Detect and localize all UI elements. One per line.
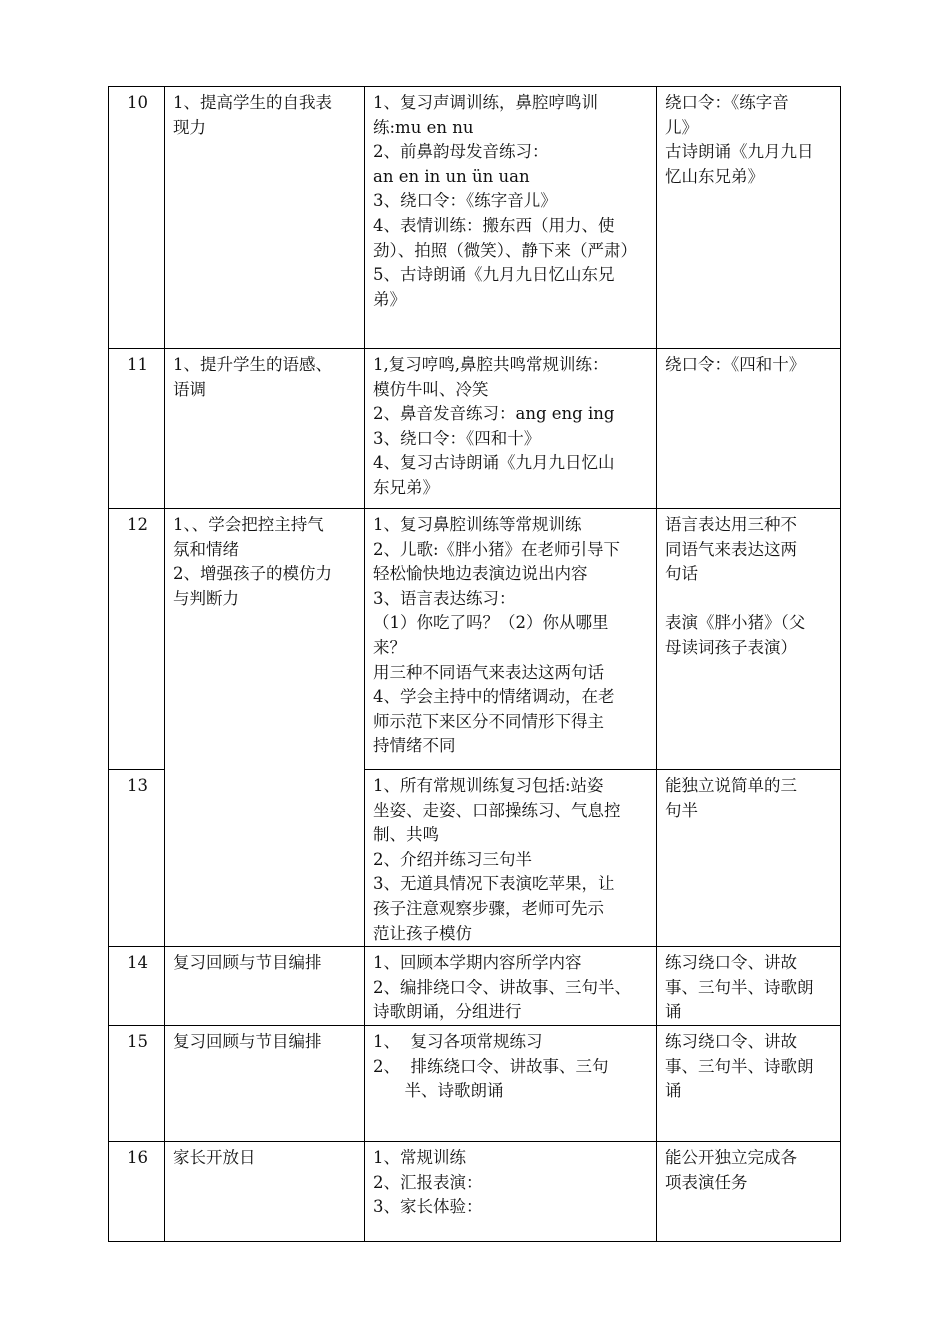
text-line: 语调 (173, 379, 206, 399)
text-line: 母读词孩子表演） (665, 637, 797, 657)
content-cell (365, 349, 657, 509)
text-line: 语言表达用三种不 (665, 515, 797, 534)
text-line: 绕口令：《四和十》 (665, 355, 806, 374)
text-line: 东兄弟》 (373, 477, 439, 497)
text-line: 复习回顾与节目编排 (173, 953, 322, 973)
text-line: 练:mu en nu (373, 117, 474, 137)
week-number: 14 (109, 947, 165, 1026)
text-line: 3、绕口令：《练字音儿》 (373, 191, 557, 211)
table-row (109, 1025, 841, 1141)
text-line: 弟》 (373, 289, 406, 309)
content-cell (365, 509, 657, 770)
text-line: 1、 复习各项常规练习 (373, 1031, 543, 1051)
lesson-plan-table (108, 86, 841, 1242)
text-line: 2、增强孩子的模仿力 (173, 564, 332, 584)
text-line: 练习绕口令、讲故 (665, 1031, 797, 1051)
text-line: 1、提高学生的自我表 (173, 93, 332, 112)
goal-cell (165, 87, 365, 349)
text-line: 3、语言表达练习： (373, 588, 516, 608)
homework-cell (657, 349, 841, 509)
content-cell (365, 947, 657, 1026)
week-number: 11 (109, 349, 165, 509)
goal-cell (165, 1141, 365, 1241)
goal-cell (165, 509, 365, 947)
text-line: 家长开放日 (173, 1147, 256, 1167)
text-line: 儿》 (665, 117, 698, 137)
week-number: 16 (109, 1141, 165, 1241)
text-line: 2、鼻音发音练习：ang eng ing (373, 404, 615, 424)
text-line: 2、儿歌:《胖小猪》在老师引导下 (373, 539, 621, 559)
text-line: 诵 (665, 1002, 682, 1022)
goal-cell (165, 947, 365, 1026)
week-number: 10 (109, 87, 165, 349)
text-line: 氛和情绪 (173, 539, 239, 559)
text-line: 句半 (665, 800, 698, 820)
goal-cell (165, 349, 365, 509)
text-line: 练习绕口令、讲故 (665, 953, 797, 973)
content-cell (365, 770, 657, 947)
text-line: 1、所有常规训练复习包括:站姿 (373, 776, 604, 795)
text-line: 持情绪不同 (373, 736, 456, 756)
homework-cell (657, 947, 841, 1026)
goal-cell (165, 1025, 365, 1141)
text-line: 来？ (373, 637, 406, 657)
text-line: 2、 排练绕口令、讲故事、三句 (373, 1056, 609, 1076)
text-line: 句话 (665, 564, 698, 584)
homework-cell (657, 87, 841, 349)
content-cell (365, 1025, 657, 1141)
table-row (109, 1141, 841, 1241)
homework-cell (657, 1025, 841, 1141)
text-line: 1、、学会把控主持气 (173, 515, 324, 534)
text-line: 轻松愉快地边表演边说出内容 (373, 564, 588, 584)
text-line: 1、复习声调训练，鼻腔哼鸣训 (373, 93, 598, 112)
text-line: an en in un ün uan (373, 166, 530, 186)
text-line: 半、诗歌朗诵 (373, 1081, 504, 1101)
text-line: 3、家长体验： (373, 1197, 483, 1217)
text-line: 1,复习哼鸣,鼻腔共鸣常规训练： (373, 355, 609, 374)
text-line: 忆山东兄弟》 (665, 166, 764, 186)
week-number: 12 (109, 509, 165, 770)
text-line: 制、共鸣 (373, 825, 439, 845)
text-line: 表演《胖小猪》（父 (665, 613, 806, 633)
homework-cell (657, 509, 841, 770)
text-line: 复习回顾与节目编排 (173, 1031, 322, 1051)
text-line: 诗歌朗诵，分组进行 (373, 1002, 522, 1022)
text-line: 事、三句半、诗歌朗 (665, 1056, 814, 1076)
text-line: 1、复习鼻腔训练等常规训练 (373, 515, 582, 534)
text-line: 绕口令：《练字音 (665, 93, 789, 112)
text-line: 1、常规训练 (373, 1147, 466, 1167)
text-line: 孩子注意观察步骤，老师可先示 (373, 898, 604, 918)
text-line: 古诗朗诵《九月九日 (665, 142, 814, 162)
text-line: 2、汇报表演： (373, 1172, 483, 1192)
text-line: 事、三句半、诗歌朗 (665, 977, 814, 997)
text-line: 能公开独立完成各 (665, 1147, 797, 1167)
week-number: 15 (109, 1025, 165, 1141)
table-row (109, 509, 841, 770)
text-line: 4、学会主持中的情绪调动，在老 (373, 687, 615, 707)
text-line: 模仿牛叫、冷笑 (373, 379, 489, 399)
text-line: 4、复习古诗朗诵《九月九日忆山 (373, 453, 615, 473)
text-line: 同语气来表达这两 (665, 539, 797, 559)
text-line: （1）你吃了吗？（2）你从哪里 (373, 613, 609, 633)
text-line: 4、表情训练：搬东西（用力、使 (373, 215, 615, 235)
text-line: 诵 (665, 1081, 682, 1101)
text-line: 2、编排绕口令、讲故事、三句半、 (373, 977, 631, 997)
blank-line (665, 587, 834, 612)
text-line: 项表演任务 (665, 1172, 748, 1192)
text-line: 2、前鼻韵母发音练习： (373, 142, 549, 162)
table-row (109, 349, 841, 509)
content-cell (365, 87, 657, 349)
text-line: 5、古诗朗诵《九月九日忆山东兄 (373, 265, 615, 285)
text-line: 1、提升学生的语感、 (173, 355, 332, 374)
text-line: 3、无道具情况下表演吃苹果，让 (373, 874, 615, 894)
text-line: 范让孩子模仿 (373, 923, 472, 943)
homework-cell (657, 1141, 841, 1241)
text-line: 1、回顾本学期内容所学内容 (373, 953, 582, 973)
text-line: 2、介绍并练习三句半 (373, 849, 532, 869)
table-row (109, 87, 841, 349)
table-row (109, 947, 841, 1026)
text-line: 能独立说简单的三 (665, 776, 797, 795)
text-line: 现力 (173, 117, 206, 137)
text-line: 劲）、拍照（微笑）、静下来（严肃） (373, 240, 637, 260)
text-line: 与判断力 (173, 588, 239, 608)
text-line: 3、绕口令：《四和十》 (373, 428, 541, 448)
homework-cell (657, 770, 841, 947)
text-line: 坐姿、走姿、口部操练习、气息控 (373, 800, 621, 820)
text-line: 师示范下来区分不同情形下得主 (373, 711, 604, 731)
text-line: 用三种不同语气来表达这两句话 (373, 662, 604, 682)
content-cell (365, 1141, 657, 1241)
week-number: 13 (109, 770, 165, 947)
